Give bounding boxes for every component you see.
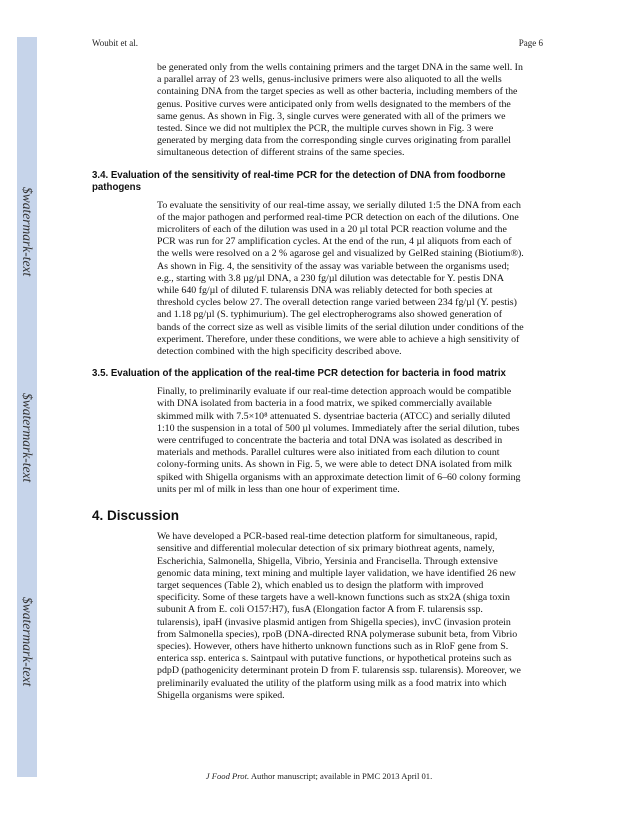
text-line: As shown in Fig. 4, the sensitivity of the assay was variable between the organisms used; [157, 260, 510, 272]
text-line: pathogens [92, 181, 141, 193]
section-heading-3-5 [92, 368, 547, 380]
text-line: and 1.18 pg/µl (S. typhimurium). The gel electropherograms also showed generation of [157, 309, 503, 321]
section-heading-discussion: 4. Discussion [92, 508, 180, 524]
text-line: colony-forming units. As shown in Fig. 5, we were able to detect DNA isolated from milk [157, 459, 512, 471]
text-line: experiment. Therefore, under these conditions, we were able to achieve a high sensitivity of [157, 333, 520, 345]
text-line: Escherichia, Salmonella, Shigella, Vibrio, Yersinia and Francisella. Through extensive [157, 555, 498, 567]
text-line: of the major pathogen and performed real-time PCR detection on each of the dilutions. One [157, 211, 519, 223]
text-line: microliters of each of the dilution was used in a 20 µl total PCR reaction volume and the [157, 224, 507, 236]
text-line: be generated only from the wells containing primers and the target DNA in the same well. In [157, 62, 523, 73]
page-body [92, 62, 547, 702]
text-line: 3.4. Evaluation of the sensitivity of real-time PCR for the detection of DNA from foodborne [92, 169, 506, 181]
text-line: Finally, to preliminarily evaluate if our real-time detection approach would be compatible [157, 386, 512, 398]
text-line: were centrifuged to concentrate the bacteria and total DNA was isolated as described in [157, 435, 503, 447]
page-number: Page 6 [518, 38, 543, 48]
text-line: same genus. As shown in Fig. 3, single curves were generated with all of the primers we [157, 110, 506, 122]
text-line: Shigella organisms were spiked. [157, 689, 285, 701]
text-line: target sequences (Table 2), which enabled us to design the platform with improved [157, 579, 484, 591]
text-line: 3.5. Evaluation of the application of the real-time PCR detection for bacteria in food matrix [92, 368, 506, 380]
page-footer [0, 771, 638, 781]
text-line: containing DNA from the target species as well as other bacteria, including members of the [157, 86, 518, 98]
paragraph-food-matrix [157, 386, 547, 496]
text-line: 1:10 the suspension in a total of 500 µl volumes. Immediately after the serial dilution, tubes [157, 422, 520, 434]
watermark-3: $watermark-text [20, 597, 35, 687]
text-line: subunit A from E. coli O157:H7), fusA (Elongation factor A from F. tularensis ssp. [157, 604, 483, 616]
footer-journal: J Food Prot. [205, 771, 250, 781]
text-line: PCR was run for 27 amplification cycles. At the end of the run, 4 µl aliquots from each of [157, 236, 512, 248]
text-line: tularensis), ipaH (invasive plasmid antigen from Shigella species), invC (invasion protein [157, 616, 511, 628]
watermark-2: $watermark-text [20, 393, 35, 483]
text-line: with DNA isolated from bacteria in a food matrix, we spiked commercially available [157, 398, 492, 410]
watermark-1: $watermark-text [20, 187, 35, 277]
text-line: simultaneous detection of different strains of the same species. [157, 147, 405, 159]
text-line: a parallel array of 23 wells, genus-inclusive primers were also aliquoted to all the wells [157, 74, 502, 86]
text-line: spiked with Shigella organisms with an approximate detection limit of 6–60 colony forming [157, 471, 521, 483]
text-line: tested. Since we did not multiplex the PCR, the multiple curves shown in Fig. 3 were [157, 123, 494, 135]
text-line: pdpD (pathogenicity determinant protein D from F. tularensis ssp. tularensis). Moreover, we [157, 665, 521, 677]
text-line: We have developed a PCR-based real-time detection platform for simultaneous, rapid, [157, 531, 498, 543]
text-line: the wells were resolved on a 2 % agarose gel and visualized by GelRed staining (Biotium®). [157, 248, 524, 260]
text-line: bands of the correct size as well as visible limits of the serial dilution under conditions of the [157, 321, 524, 333]
text-line: units per ml of milk in less than one hour of experiment time. [157, 483, 400, 495]
section-heading-3-4 [92, 170, 547, 194]
text-line: species). However, others have hitherto unknown functions such as in RloF gene from S. [157, 640, 509, 652]
text-line: threshold cycles below 27. The overall detection range varied between 234 fg/µl (Y. pestis) [157, 297, 517, 309]
paragraph-sensitivity [157, 200, 547, 359]
text-line: detection combined with the high specificity described above. [157, 346, 402, 358]
paragraph-discussion [157, 531, 547, 702]
running-header-authors: Woubit et al. [92, 38, 139, 48]
text-line: preliminarily evaluated the utility of the platform using milk as a food matrix into which [157, 677, 507, 689]
text-line: genomic data mining, text mining and multiple layer validation, we have identified 26 new [157, 567, 516, 579]
text-line: e.g., starting with 3.8 µg/µl DNA, a 230 fg/µl dilution was detectable for Y. pestis DNA [157, 272, 505, 284]
text-line: while 640 fg/µl of diluted F. tularensis DNA was reliably detected for both species at [157, 285, 493, 297]
text-line: specificity. Some of these targets have a well-known functions such as stx2A (shiga toxin [157, 592, 510, 604]
text-line: generated by merging data from the corresponding single curves originating from parallel [157, 135, 511, 147]
text-line: enterica ssp. enterica s. Saintpaul with putative functions, or hypothetical proteins such as [157, 653, 512, 665]
text-line: sensitive and differential molecular detection of six primary biothreat agents, namely, [157, 543, 495, 555]
text-line: skimmed milk with 7.5×10⁸ attenuated S. dysentriae bacteria (ATCC) and serially diluted [157, 410, 511, 422]
text-line: materials and methods. Parallel cultures were also initiated from each dilution to count [157, 447, 500, 459]
text-line: genus. Positive curves were anticipated only from wells designated to the members of the [157, 98, 511, 110]
text-line: To evaluate the sensitivity of our real-time assay, we serially diluted 1:5 the DNA from each [157, 199, 521, 211]
footer-note: Author manuscript; available in PMC 2013 April 01. [249, 771, 433, 781]
text-line: from Salmonella species), rpoB (DNA-directed RNA polymerase subunit beta, from Vibrio [157, 628, 518, 640]
paragraph-results-specificity [157, 62, 547, 160]
pmc-sidebar [17, 37, 37, 777]
